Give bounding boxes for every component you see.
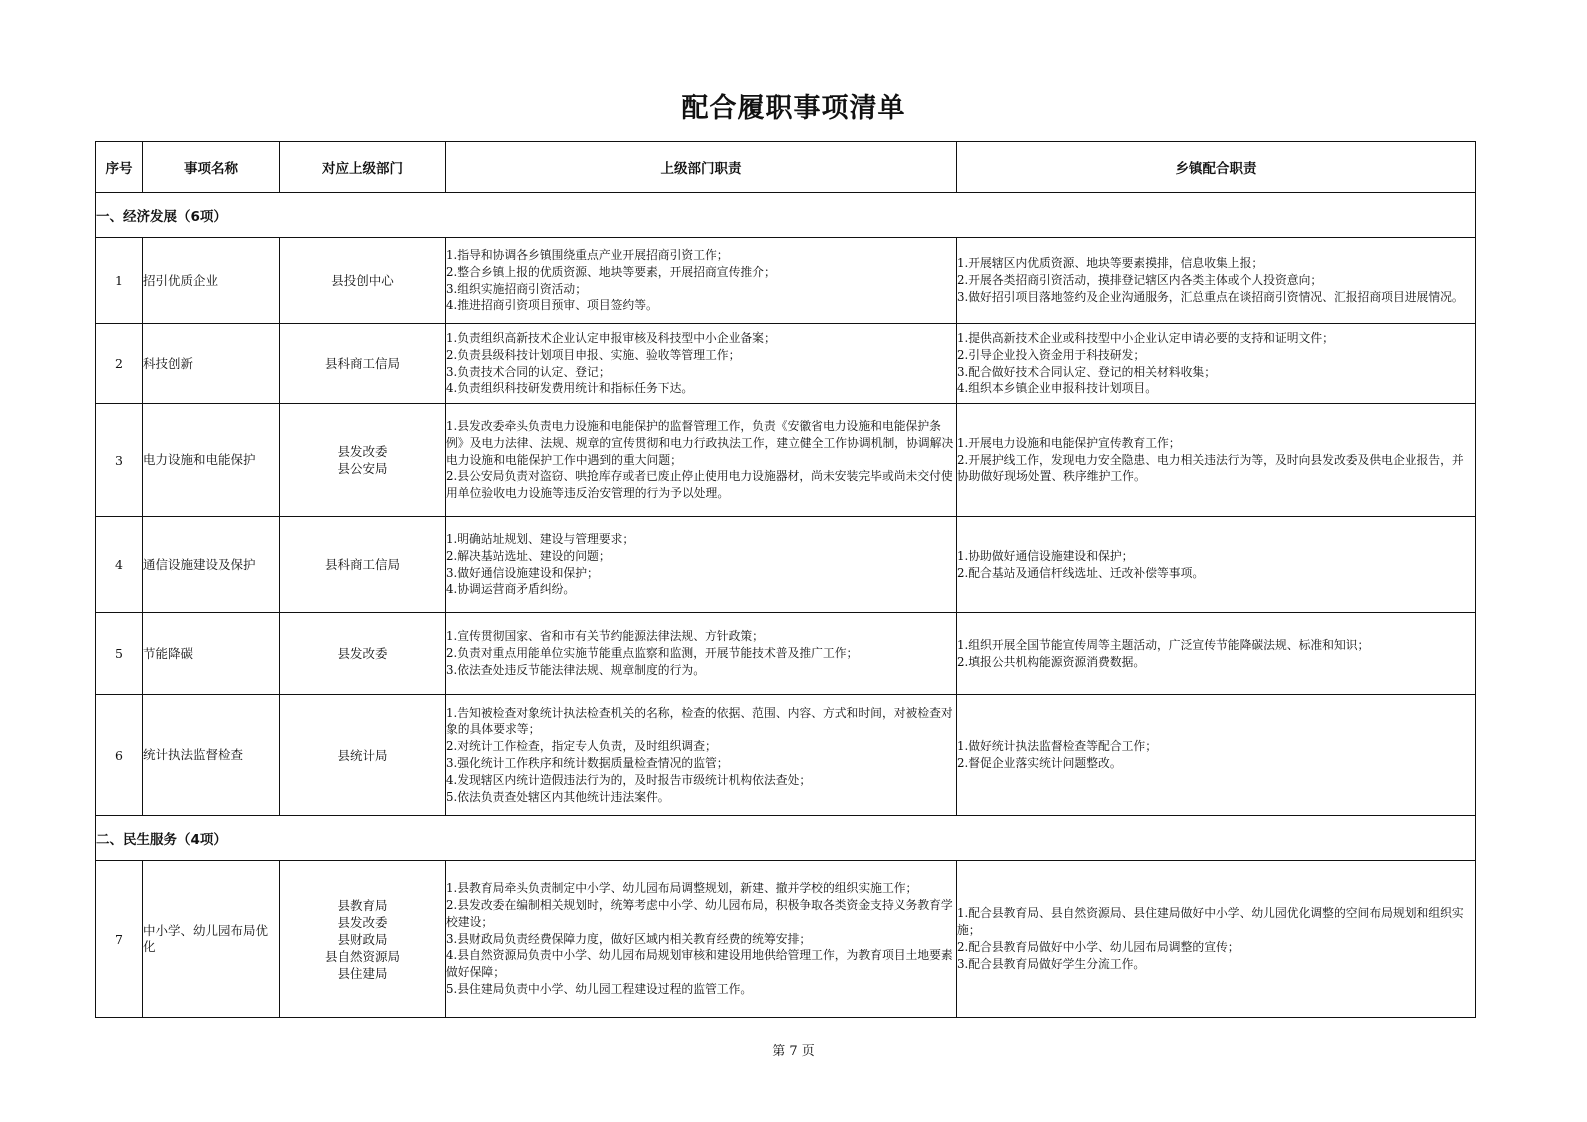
row-number: 1 (96, 238, 143, 324)
upper-duty-item: 2.负责对重点用能单位实施节能重点监察和监测，开展节能技术普及推广工作； (446, 646, 859, 661)
upper-dept: 县统计局 (337, 747, 388, 763)
upper-dept: 县科商工信局 (324, 356, 400, 371)
upper-duties-cell (446, 238, 957, 324)
upper-duty-item: 5.依法负责查处辖区内其他统计违法案件。 (446, 789, 670, 804)
town-duty-item: 2.开展护线工作，发现电力安全隐患、电力相关违法行为等，及时向县发改委及供电企业报告，并协助做好现场处置、秩序维护工作。 (957, 452, 1464, 484)
upper-duty-item: 4.发现辖区内统计造假违法行为的，及时报告市级统计机构依法查处； (446, 772, 812, 787)
upper-duty-item: 2.县公安局负责对盗窃、哄抢库存或者已废止停止使用电力设施器材，尚未安装完毕或尚未交付使用单位验收电力设施等违反治安管理的行为予以处理。 (446, 469, 953, 501)
upper-duty-item: 4.负责组织科技研发费用统计和指标任务下达。 (446, 381, 694, 396)
section-row (96, 816, 1476, 861)
town-duties-cell (957, 861, 1476, 1018)
upper-duty-item: 3.县财政局负责经费保障力度，做好区域内相关教育经费的统筹安排； (446, 931, 812, 946)
item-name: 招引优质企业 (143, 238, 280, 324)
upper-duties-cell (446, 861, 957, 1018)
upper-dept-cell (280, 861, 446, 1018)
item-name: 科技创新 (143, 324, 280, 404)
town-duty-item: 2.开展各类招商引资活动，摸排登记辖区内各类主体或个人投资意向； (957, 273, 1323, 288)
upper-duty-item: 3.做好通信设施建设和保护； (446, 565, 599, 580)
town-duty-item: 2.填报公共机构能源资源消费数据。 (957, 654, 1146, 669)
upper-duty-item: 1.负责组织高新技术企业认定申报审核及科技型中小企业备案； (446, 330, 776, 345)
upper-duty-item: 2.整合乡镇上报的优质资源、地块等要素，开展招商宣传推介； (446, 264, 776, 279)
upper-dept: 县财政局 (337, 931, 388, 947)
table-body (96, 193, 1476, 1018)
town-duty-item: 1.配合县教育局、县自然资源局、县住建局做好中小学、幼儿园优化调整的空间布局规划和组织实施； (957, 906, 1464, 938)
upper-dept: 县住建局 (337, 965, 388, 981)
upper-dept-cell (280, 238, 446, 324)
upper-dept-cell (280, 404, 446, 517)
upper-duty-item: 3.依法查处违反节能法律法规、规章制度的行为。 (446, 662, 705, 677)
town-duty-item: 1.组织开展全国节能宣传周等主题活动，广泛宣传节能降碳法规、标准和知识； (957, 637, 1370, 652)
upper-dept-cell (280, 324, 446, 404)
table-row (96, 404, 1476, 517)
item-name: 中小学、幼儿园布局优化 (143, 861, 280, 1018)
item-name: 节能降碳 (143, 613, 280, 695)
town-duty-item: 2.督促企业落实统计问题整改。 (957, 756, 1122, 770)
upper-duty-item: 2.对统计工作检查，指定专人负责，及时组织调查； (446, 739, 717, 754)
upper-duty-item: 4.推进招商引资项目预审、项目签约等。 (446, 298, 658, 313)
upper-duty-item: 5.县住建局负责中小学、幼儿园工程建设过程的监管工作。 (446, 981, 753, 996)
table-row (96, 861, 1476, 1018)
row-number: 5 (96, 613, 143, 695)
upper-dept: 县投创中心 (331, 273, 394, 288)
item-name: 电力设施和电能保护 (143, 404, 280, 517)
upper-duty-item: 1.宣传贯彻国家、省和市有关节约能源法律法规、方针政策； (446, 629, 764, 644)
header-town-duties: 乡镇配合职责 (957, 142, 1476, 193)
duty-table (95, 141, 1476, 1018)
upper-duties-cell (446, 404, 957, 517)
upper-duties-cell (446, 324, 957, 404)
upper-duty-item: 1.县发改委牵头负责电力设施和电能保护的监督管理工作，负责《安徽省电力设施和电能保护条例》及电力法律、法规、规章的宣传贯彻和电力行政执法工作，建立健全工作协调机制，协调解决电力设施和电能保护工作中遇到的重大问题； (446, 419, 954, 467)
section-row (96, 193, 1476, 238)
upper-duty-item: 1.指导和协调各乡镇围绕重点产业开展招商引资工作； (446, 247, 729, 262)
upper-duty-item: 4.县自然资源局负责中小学、幼儿园布局规划审核和建设用地供给管理工作，为教育项目土地要素做好保障； (446, 948, 953, 980)
upper-duty-item: 4.协调运营商矛盾纠纷。 (446, 582, 576, 597)
upper-dept: 县教育局 (337, 897, 388, 913)
upper-dept: 县公安局 (337, 461, 388, 476)
town-duties-cell (957, 613, 1476, 695)
header-no: 序号 (96, 142, 143, 193)
upper-duty-item: 1.告知被检查对象统计执法检查机关的名称，检查的依据、范围、内容、方式和时间，对被检查对象的具体要求等； (446, 705, 953, 737)
row-number: 7 (96, 861, 143, 1018)
town-duty-item: 2.配合县教育局做好中小学、幼儿园布局调整的宣传； (957, 940, 1240, 954)
table-row (96, 695, 1476, 816)
upper-dept: 县科商工信局 (324, 557, 400, 572)
upper-duty-item: 3.组织实施招商引资活动； (446, 281, 588, 296)
town-duty-item: 4.组织本乡镇企业申报科技计划项目。 (957, 381, 1158, 396)
item-name: 统计执法监督检查 (143, 695, 280, 816)
header-upper-dept: 对应上级部门 (280, 142, 446, 193)
table-row (96, 324, 1476, 404)
row-number: 6 (96, 695, 143, 816)
row-number: 4 (96, 517, 143, 613)
town-duty-item: 1.做好统计执法监督检查等配合工作； (957, 739, 1158, 754)
header-item-name: 事项名称 (143, 142, 280, 193)
town-duties-cell (957, 404, 1476, 517)
upper-dept: 县发改委 (337, 444, 388, 459)
upper-dept: 县自然资源局 (324, 948, 400, 964)
town-duties-cell (957, 238, 1476, 324)
table-row (96, 238, 1476, 324)
upper-duties-cell (446, 613, 957, 695)
upper-duty-item: 3.负责技术合同的认定、登记； (446, 364, 611, 379)
town-duty-item: 3.配合县教育局做好学生分流工作。 (957, 956, 1146, 971)
town-duty-item: 3.配合做好技术合同认定、登记的相关材料收集； (957, 364, 1216, 379)
section-title: 二、民生服务（4项） (96, 816, 1476, 861)
town-duties-cell (957, 324, 1476, 404)
page-title: 配合履职事项清单 (681, 93, 906, 124)
upper-duty-item: 2.解决基站选址、建设的问题； (446, 548, 611, 563)
upper-duties-cell (446, 695, 957, 816)
table-row (96, 613, 1476, 695)
upper-duty-item: 1.明确站址规划、建设与管理要求； (446, 531, 635, 546)
page-number: 第 7 页 (772, 1044, 815, 1059)
row-number: 2 (96, 324, 143, 404)
upper-duty-item: 1.县教育局牵头负责制定中小学、幼儿园布局调整规划，新建、撤并学校的组织实施工作； (446, 881, 918, 896)
upper-duty-item: 3.强化统计工作秩序和统计数据质量检查情况的监管； (446, 756, 729, 770)
upper-duty-item: 2.负责县级科技计划项目申报、实施、验收等管理工作； (446, 347, 741, 362)
section-title: 一、经济发展（6项） (96, 193, 1476, 238)
item-name: 通信设施建设及保护 (143, 517, 280, 613)
town-duty-item: 1.开展辖区内优质资源、地块等要素摸排，信息收集上报； (957, 256, 1264, 271)
upper-dept-cell (280, 695, 446, 816)
town-duty-item: 1.提供高新技术企业或科技型中小企业认定申请必要的支持和证明文件； (957, 330, 1334, 345)
upper-dept-cell (280, 517, 446, 613)
table-header-row (96, 142, 1476, 193)
header-upper-duties: 上级部门职责 (446, 142, 957, 193)
town-duty-item: 3.做好招引项目落地签约及企业沟通服务，汇总重点在谈招商引资情况、汇报招商项目进展情况。 (957, 289, 1464, 304)
table-row (96, 517, 1476, 613)
town-duty-item: 2.引导企业投入资金用于科技研发； (957, 347, 1146, 362)
upper-dept: 县发改委 (337, 914, 388, 930)
town-duty-item: 2.配合基站及通信杆线选址、迁改补偿等事项。 (957, 565, 1205, 580)
town-duty-item: 1.开展电力设施和电能保护宣传教育工作； (957, 435, 1181, 450)
upper-duty-item: 2.县发改委在编制相关规划时，统筹考虑中小学、幼儿园布局，积极争取各类资金支持义务教育学校建设； (446, 898, 953, 929)
town-duty-item: 1.协助做好通信设施建设和保护； (957, 548, 1134, 563)
upper-dept: 县发改委 (337, 646, 388, 661)
upper-dept-cell (280, 613, 446, 695)
town-duties-cell (957, 695, 1476, 816)
row-number: 3 (96, 404, 143, 517)
upper-duties-cell (446, 517, 957, 613)
town-duties-cell (957, 517, 1476, 613)
